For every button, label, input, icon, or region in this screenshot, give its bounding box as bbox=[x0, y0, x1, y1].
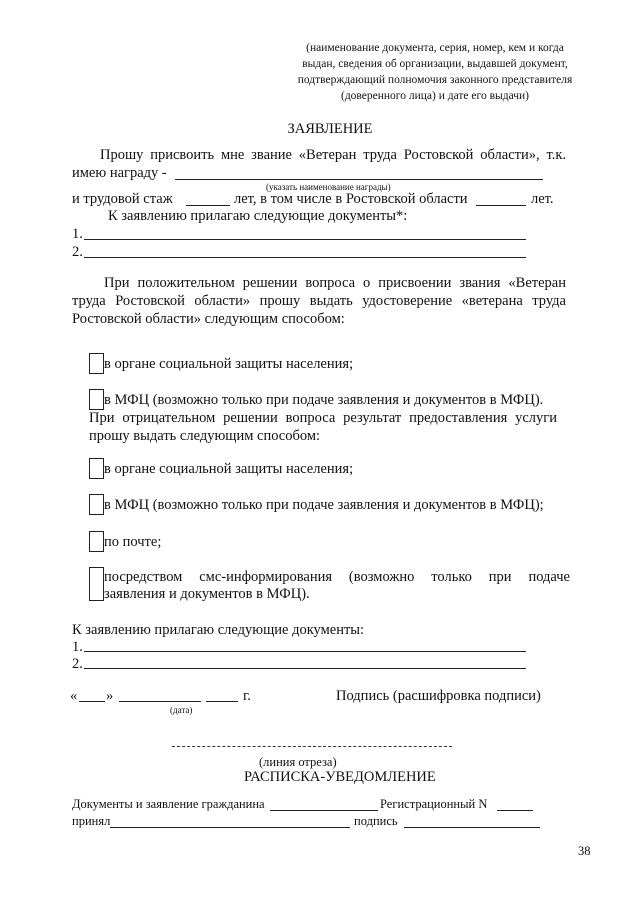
negative-mfc-label: в МФЦ (возможно только при подаче заявления и документов в МФЦ); bbox=[104, 497, 544, 513]
date-year-field[interactable] bbox=[206, 701, 238, 702]
attachment-2-number: 2. bbox=[72, 656, 83, 672]
document-1-field[interactable] bbox=[84, 239, 526, 240]
positive-line-2: труда Ростовской области» прошу выдать удостоверение «ветерана труда bbox=[72, 293, 566, 309]
total-experience-field[interactable] bbox=[186, 205, 230, 206]
document-1-number: 1. bbox=[72, 226, 83, 242]
header-note-line-2: выдан, сведения об организации, выдавшей документ, bbox=[302, 58, 568, 70]
cut-line bbox=[172, 746, 452, 747]
receipt-accepted-label: принял bbox=[72, 814, 111, 828]
date-quote-open: « bbox=[70, 688, 78, 704]
document-2-field[interactable] bbox=[84, 257, 526, 258]
negative-sms-label-line-1: посредством смс-информирования (возможно только при подаче bbox=[104, 569, 570, 585]
page-number: 38 bbox=[578, 844, 591, 858]
date-month-field[interactable] bbox=[119, 701, 201, 702]
negative-social-label: в органе социальной защиты населения; bbox=[104, 461, 354, 477]
positive-mfc-label: в МФЦ (возможно только при подаче заявления и документов в МФЦ). bbox=[104, 392, 544, 408]
negative-sms-checkbox[interactable] bbox=[89, 567, 104, 601]
page-title: ЗАЯВЛЕНИЕ bbox=[287, 121, 373, 137]
receipt-documents-label: Документы и заявление гражданина bbox=[72, 797, 265, 811]
date-year-suffix: г. bbox=[243, 688, 251, 704]
attachment-2-field[interactable] bbox=[84, 668, 526, 669]
negative-mfc-checkbox[interactable] bbox=[89, 494, 104, 515]
signature-label: Подпись (расшифровка подписи) bbox=[336, 688, 541, 704]
negative-line-1: При отрицательном решении вопроса результат предоставления услуги bbox=[89, 410, 557, 426]
negative-social-checkbox[interactable] bbox=[89, 458, 104, 479]
attachments-intro: К заявлению прилагаю следующие документы: bbox=[72, 622, 365, 638]
experience-label: и трудовой стаж bbox=[72, 191, 173, 207]
region-experience-field[interactable] bbox=[476, 205, 526, 206]
negative-mail-checkbox[interactable] bbox=[89, 531, 104, 552]
award-field[interactable] bbox=[175, 179, 543, 180]
date-quote-close: » bbox=[106, 688, 114, 704]
header-note-line-1: (наименование документа, серия, номер, кем и когда bbox=[306, 42, 564, 54]
header-note-line-3: подтверждающий полномочия законного представителя bbox=[297, 74, 573, 86]
attachment-1-number: 1. bbox=[72, 639, 83, 655]
date-hint: (дата) bbox=[170, 705, 193, 715]
receipt-citizen-field[interactable] bbox=[270, 810, 378, 811]
documents-intro: К заявлению прилагаю следующие документы*: bbox=[108, 208, 408, 224]
positive-social-checkbox[interactable] bbox=[89, 353, 104, 374]
receipt-registration-field[interactable] bbox=[497, 810, 533, 811]
positive-social-label: в органе социальной защиты населения; bbox=[104, 356, 354, 372]
date-day-field[interactable] bbox=[79, 701, 105, 702]
attachment-1-field[interactable] bbox=[84, 651, 526, 652]
negative-mail-label: по почте; bbox=[104, 534, 162, 550]
cut-line-label: (линия отреза) bbox=[259, 755, 337, 769]
experience-region-label: лет, в том числе в Ростовской области bbox=[234, 191, 468, 207]
receipt-accepted-field[interactable] bbox=[110, 827, 350, 828]
positive-line-1: При положительном решении вопроса о присвоении звания «Ветеран bbox=[104, 275, 566, 291]
header-note-line-4: (доверенного лица) и дате его выдачи) bbox=[341, 90, 529, 102]
award-label: имею награду - bbox=[72, 165, 167, 181]
experience-years-label: лет. bbox=[531, 191, 554, 207]
receipt-signature-label: подпись bbox=[354, 814, 398, 828]
negative-line-2: прошу выдать следующим способом: bbox=[89, 428, 321, 444]
receipt-signature-field[interactable] bbox=[404, 827, 540, 828]
document-2-number: 2. bbox=[72, 244, 83, 260]
award-hint: (указать наименование награды) bbox=[266, 182, 391, 192]
positive-mfc-checkbox[interactable] bbox=[89, 389, 104, 410]
receipt-registration-label: Регистрационный N bbox=[380, 797, 488, 811]
receipt-title: РАСПИСКА-УВЕДОМЛЕНИЕ bbox=[244, 769, 436, 785]
positive-line-3: Ростовской области» следующим способом: bbox=[72, 311, 345, 327]
request-line-1: Прошу присвоить мне звание «Ветеран труда Ростовской области», т.к. bbox=[100, 147, 566, 163]
negative-sms-label-line-2: заявления и документов в МФЦ). bbox=[104, 586, 310, 602]
